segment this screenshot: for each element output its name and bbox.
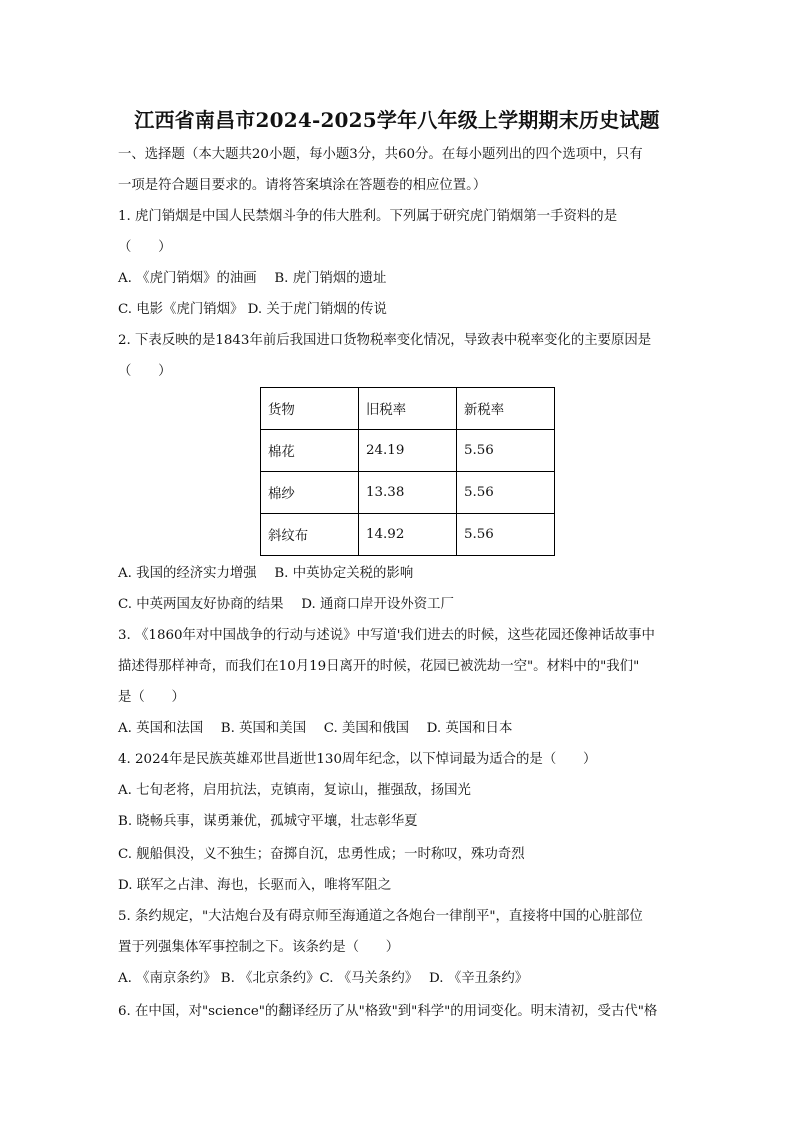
question-3-stem: 3. 《1860年对中国战争的行动与述说》中写道'我们进去的时候，这些花园还像神话故事中 [118, 628, 655, 643]
table-row [261, 472, 555, 514]
table-cell: 24.19 [359, 430, 457, 472]
question-4-option: B. 晓畅兵事，谋勇兼优，孤城守平壤，壮志彰华夏 [118, 814, 418, 829]
question-3-stem: 是（ ） [118, 690, 185, 705]
tariff-table [260, 387, 555, 556]
question-1-stem: 1. 虎门销烟是中国人民禁烟斗争的伟大胜利。下列属于研究虎门销烟第一手资料的是 [118, 209, 618, 224]
question-2-stem: 2. 下表反映的是1843年前后我国进口货物税率变化情况，导致表中税率变化的主要原因是 [118, 333, 652, 348]
table-cell: 斜纹布 [261, 514, 359, 556]
section-instruction: 一、选择题（本大题共20小题，每小题3分，共60分。在每小题列出的四个选项中，只有 [118, 147, 643, 162]
question-5-stem: 5. 条约规定，"大沽炮台及有碍京师至海通道之各炮台一律削平"，直接将中国的心脏部位 [118, 909, 643, 924]
table-cell: 5.56 [457, 514, 555, 556]
question-4-option: C. 舰船俱没，义不独生；奋掷自沉，忠勇性成；一时称叹，殊功奇烈 [118, 847, 525, 862]
question-4-option: A. 七旬老将，启用抗法，克镇南，复谅山，摧强敌，扬国光 [118, 783, 471, 798]
question-4-option: D. 联军之占津、海也，长驱而入，唯将军阻之 [118, 878, 392, 893]
question-2-stem: （ ） [118, 364, 172, 379]
question-2-option: A. 我国的经济实力增强 B. 中英协定关税的影响 [118, 566, 414, 581]
table-header-cell: 新税率 [457, 388, 555, 430]
question-6-stem: 6. 在中国，对"science"的翻译经历了从"格致"到"科学"的用词变化。明末清初，受古代"格 [118, 1004, 658, 1019]
page-title: 江西省南昌市2024-2025学年八年级上学期期末历史试题 [134, 108, 660, 132]
table-row [261, 514, 555, 556]
question-5-option: A. 《南京条约》 B. 《北京条约》C. 《马关条约》 D. 《辛丑条约》 [118, 971, 529, 986]
table-header-cell: 旧税率 [359, 388, 457, 430]
question-1-option: A. 《虎门销烟》的油画 B. 虎门销烟的遗址 [118, 271, 387, 286]
question-5-stem: 置于列强集体军事控制之下。该条约是（ ） [118, 940, 400, 955]
table-cell: 棉花 [261, 430, 359, 472]
table-row [261, 430, 555, 472]
question-4-stem: 4. 2024年是民族英雄邓世昌逝世130周年纪念，以下悼词最为适合的是（ ） [118, 752, 597, 767]
table-cell: 14.92 [359, 514, 457, 556]
table-header-row [261, 388, 555, 430]
question-1-option: C. 电影《虎门销烟》 D. 关于虎门销烟的传说 [118, 302, 387, 317]
section-instruction: 一项是符合题目要求的。请将答案填涂在答题卷的相应位置。） [118, 178, 487, 193]
question-3-stem: 描述得那样神奇，而我们在10月19日离开的时候，花园已被洗劫一空"。材料中的"我们" [118, 659, 640, 674]
question-2-option: C. 中英两国友好协商的结果 D. 通商口岸开设外资工厂 [118, 597, 454, 612]
question-3-option: A. 英国和法国 B. 英国和美国 C. 美国和俄国 D. 英国和日本 [118, 721, 513, 736]
table-cell: 13.38 [359, 472, 457, 514]
table-cell: 5.56 [457, 472, 555, 514]
table-cell: 棉纱 [261, 472, 359, 514]
table-cell: 5.56 [457, 430, 555, 472]
table-header-cell: 货物 [261, 388, 359, 430]
question-1-stem: （ ） [118, 240, 172, 255]
